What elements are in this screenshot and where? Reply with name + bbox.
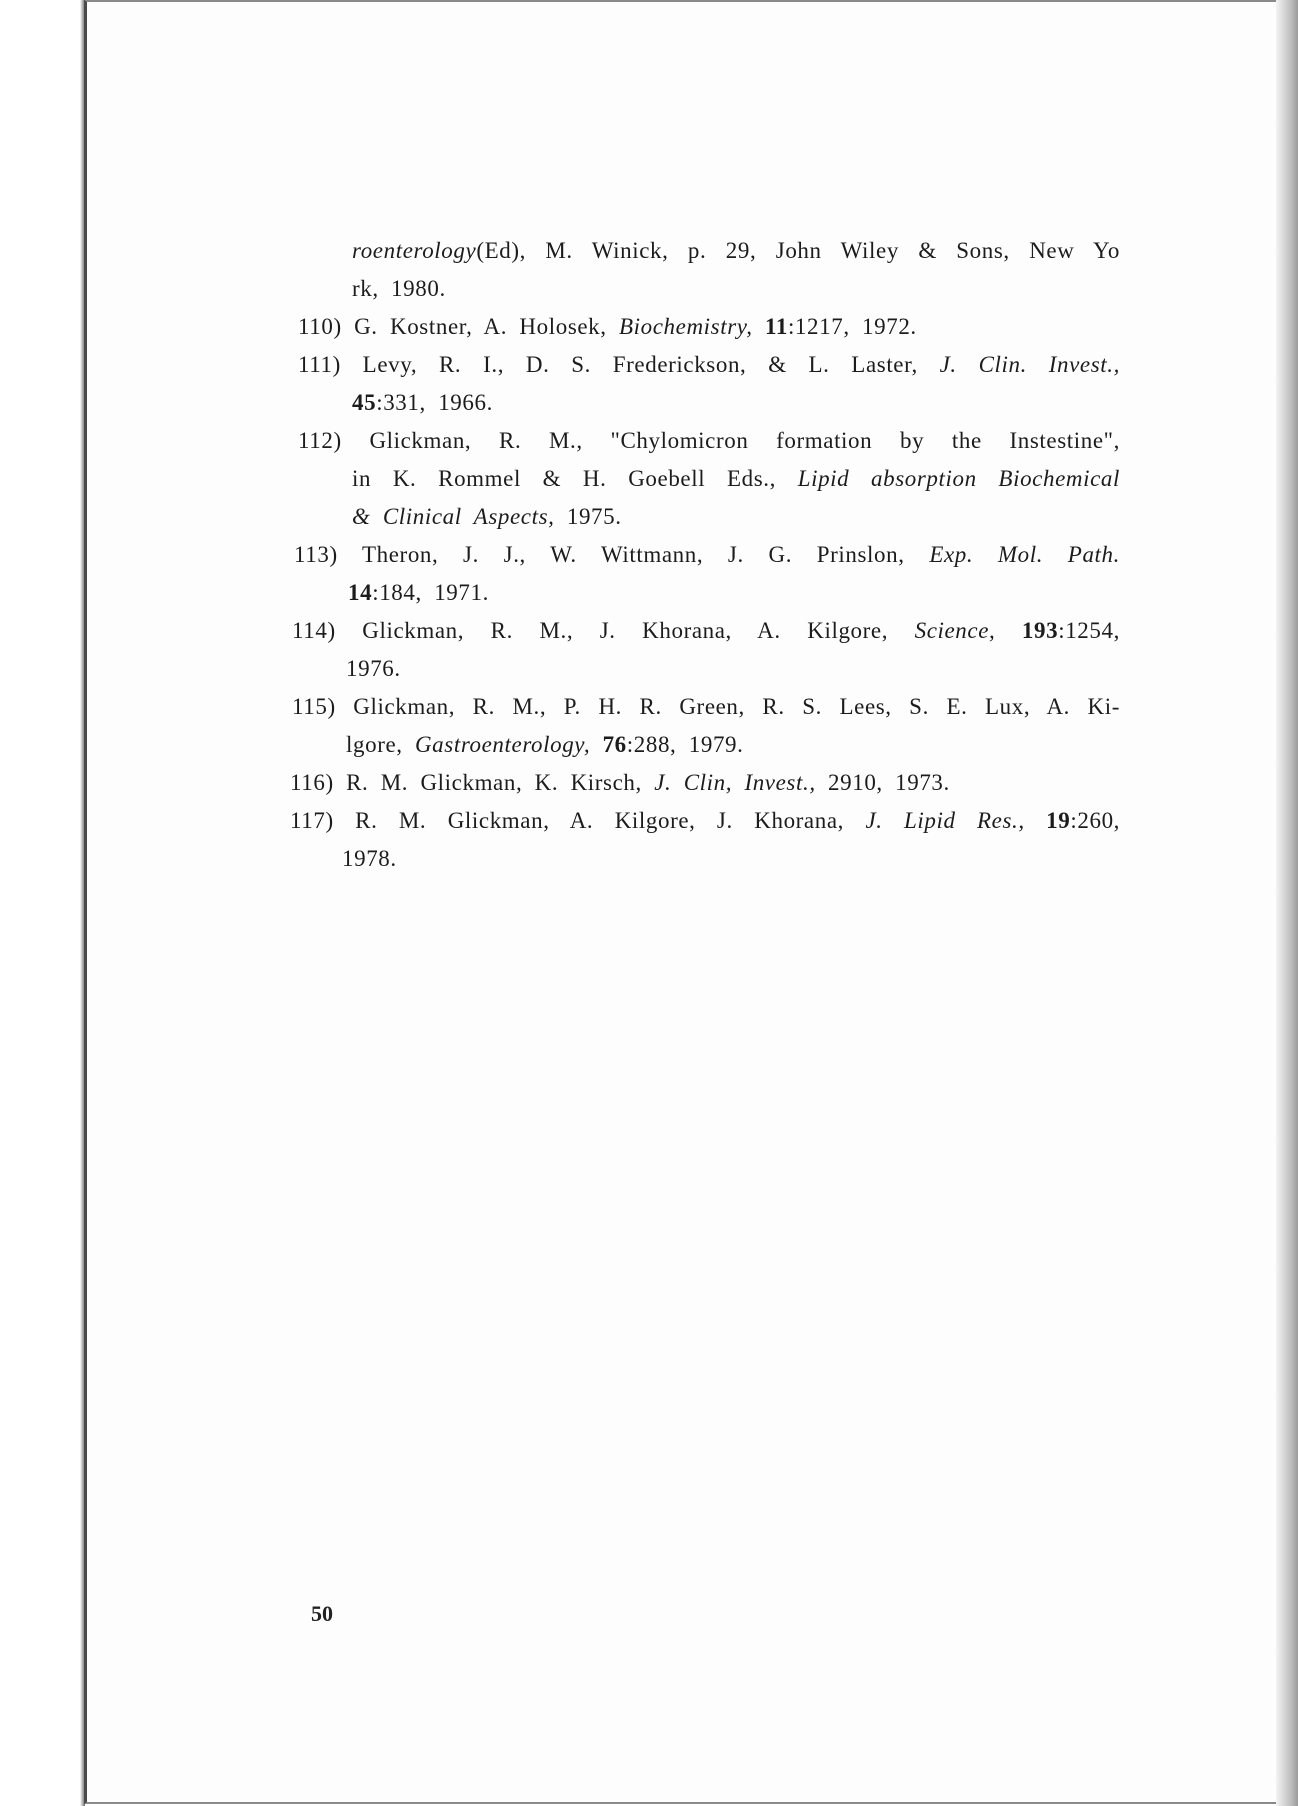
page-right-shadow: [1276, 0, 1298, 1806]
reference-number: 110): [298, 314, 342, 339]
pages-year: :288, 1979.: [626, 732, 744, 757]
journal-title: J. Clin. Invest.,: [939, 352, 1120, 377]
journal-title: roenterology: [352, 238, 477, 263]
journal-title: Biochemistry,: [619, 314, 753, 339]
journal-title: J. Clin, Invest.,: [654, 770, 816, 795]
reference-list: [290, 232, 1120, 878]
reference-text: 1978.: [342, 846, 397, 871]
reference-authors: Levy, R. I., D. S. Frederickson, & L. Laster,: [362, 352, 918, 377]
reference-117: [290, 802, 1120, 840]
reference-116: [290, 764, 1120, 802]
reference-text: 1975.: [566, 504, 622, 529]
reference-authors: Glickman, R. M., J. Khorana, A. Kilgore,: [362, 618, 889, 643]
page-number: 50: [311, 1601, 333, 1626]
pages-year: :1217, 1972.: [787, 314, 917, 339]
reference-text: rk, 1980.: [352, 276, 446, 301]
reference-112: [290, 422, 1120, 460]
book-title: & Clinical Aspects,: [352, 504, 555, 529]
reference-115: [290, 688, 1120, 726]
journal-title: J. Lipid Res.,: [865, 808, 1025, 833]
reference-112-line3: [290, 498, 1120, 536]
reference-text: (Ed), M. Winick, p. 29, John Wiley & Sons, New Yo: [476, 238, 1120, 263]
pages-year: :260,: [1070, 808, 1121, 833]
pages-year: :331, 1966.: [376, 390, 493, 415]
volume: 14: [348, 580, 373, 605]
reference-114-line2: [290, 650, 1120, 688]
volume: 76: [602, 732, 627, 757]
reference-113: [290, 536, 1120, 574]
pages-year: :184, 1971.: [372, 580, 489, 605]
reference-113-line2: [290, 574, 1120, 612]
reference-text: Glickman, R. M., P. H. R. Green, R. S. Lees, S. E. Lux, A. Ki-: [353, 694, 1120, 719]
volume: 11: [765, 314, 788, 339]
reference-text: in K. Rommel & H. Goebell Eds.,: [352, 466, 776, 491]
reference-112-line2: [290, 460, 1120, 498]
reference-110: [290, 308, 1120, 346]
book-title: Lipid absorption Biochemical: [797, 466, 1120, 491]
reference-text: Glickman, R. M., "Chylomicron formation by the Instestine",: [369, 428, 1120, 453]
reference-text: 1976.: [346, 656, 401, 681]
journal-title: Gastroenterology,: [414, 732, 591, 757]
reference-117-line2: [290, 840, 1120, 878]
reference-number: 114): [292, 618, 336, 643]
reference-continuation: [290, 232, 1120, 270]
reference-115-line2: [290, 726, 1120, 764]
volume: 19: [1046, 808, 1071, 833]
reference-number: 116): [290, 770, 334, 795]
reference-text: lgore,: [346, 732, 403, 757]
pages-year: :1254,: [1058, 618, 1120, 643]
reference-number: 115): [292, 694, 336, 719]
reference-number: 112): [298, 428, 342, 453]
pages-year: 2910, 1973.: [828, 770, 950, 795]
reference-number: 117): [290, 808, 334, 833]
volume: 193: [1021, 618, 1059, 643]
reference-continuation-line2: [290, 270, 1120, 308]
reference-authors: G. Kostner, A. Holosek,: [354, 314, 607, 339]
reference-authors: Theron, J. J., W. Wittmann, J. G. Prinslon,: [362, 542, 905, 567]
reference-111-line2: [290, 384, 1120, 422]
journal-title: Science,: [914, 618, 996, 643]
reference-authors: R. M. Glickman, A. Kilgore, J. Khorana,: [355, 808, 844, 833]
reference-114: [290, 612, 1120, 650]
reference-111: [290, 346, 1120, 384]
reference-number: 113): [294, 542, 338, 567]
reference-authors: R. M. Glickman, K. Kirsch,: [346, 770, 642, 795]
reference-number: 111): [298, 352, 341, 377]
journal-title: Exp. Mol. Path.: [929, 542, 1120, 567]
volume: 45: [352, 390, 377, 415]
